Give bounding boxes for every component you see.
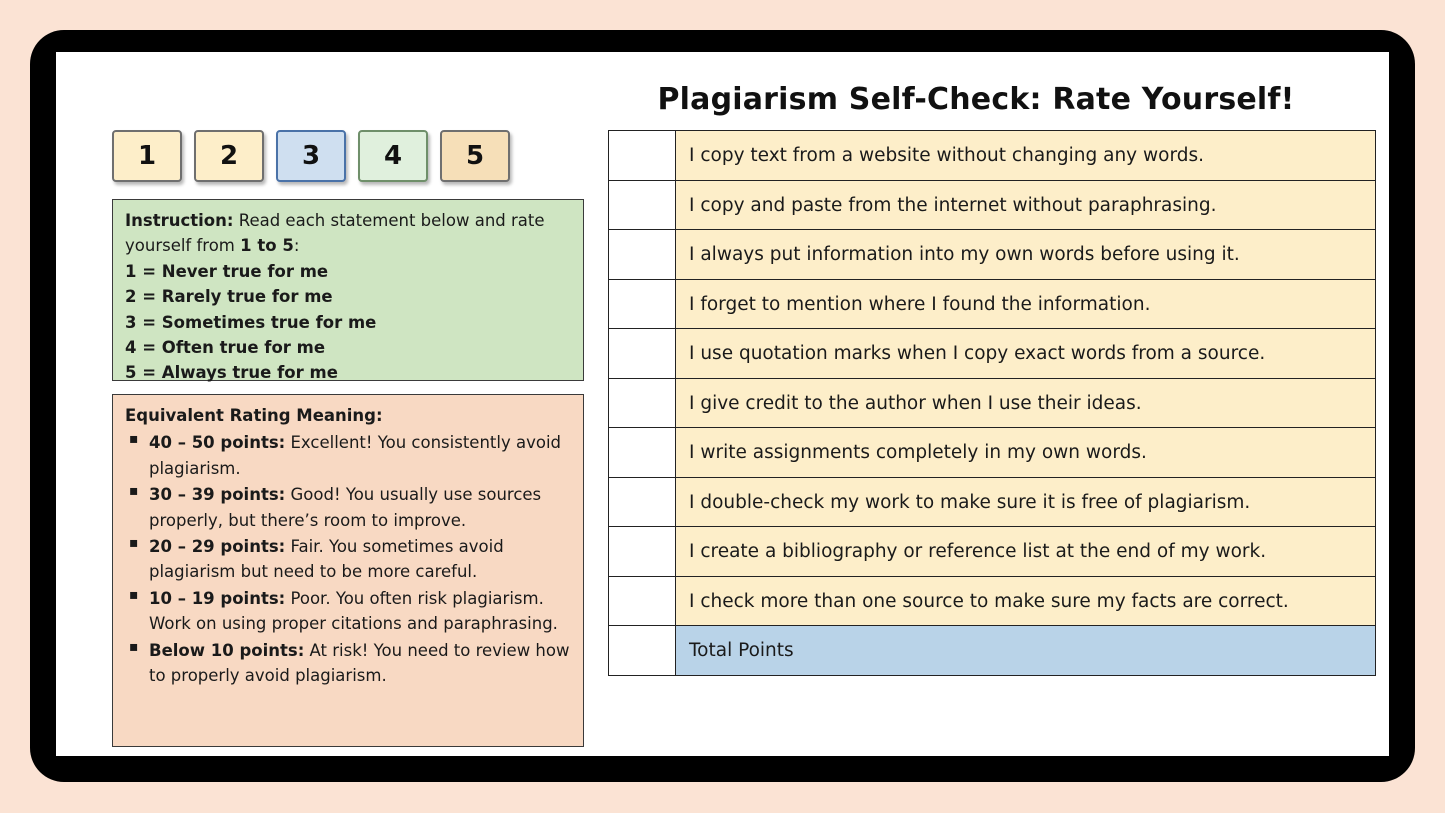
rating-meaning-panel (112, 394, 584, 747)
list-item (125, 430, 573, 481)
device-frame (30, 30, 1415, 782)
instruction-lead-label: Instruction: (125, 211, 234, 230)
instruction-lead-text: Read each statement below and rate yourself from (125, 211, 545, 256)
rating-range-5: Below 10 points: (149, 640, 305, 660)
rating-meaning-list (125, 430, 573, 688)
scale-line-5: 5 = Always true for me (125, 363, 338, 383)
rating-desc-1: Excellent! You consistently avoid plagiarism. (149, 433, 561, 478)
list-item (125, 482, 573, 533)
statement-text-10: I check more than one source to make sure my facts are correct. (676, 576, 1376, 627)
instruction-lead (125, 208, 573, 259)
score-input-4[interactable] (608, 279, 676, 330)
scale-line-2: 2 = Rarely true for me (125, 287, 333, 307)
list-item (125, 586, 573, 637)
page-title: Plagiarism Self-Check: Rate Yourself! (657, 82, 1295, 117)
rating-box-3[interactable]: 3 (276, 130, 346, 182)
scale-line-4: 4 = Often true for me (125, 338, 326, 358)
scale-line-1: 1 = Never true for me (125, 261, 329, 281)
statement-text-5: I use quotation marks when I copy exact words from a source. (676, 328, 1376, 379)
total-points-label: Total Points (676, 625, 1376, 676)
statement-text-1: I copy text from a website without changing any words. (676, 130, 1376, 181)
statement-text-7: I write assignments completely in my own words. (676, 427, 1376, 478)
score-input-7[interactable] (608, 427, 676, 478)
rating-desc-2: Good! You usually use sources properly, but there’s room to improve. (149, 485, 542, 530)
rating-range-3: 20 – 29 points: (149, 537, 286, 557)
score-input-5[interactable] (608, 328, 676, 379)
table-row (608, 130, 1376, 181)
list-item (125, 638, 573, 689)
statement-text-9: I create a bibliography or reference list at the end of my work. (676, 526, 1376, 577)
score-input-6[interactable] (608, 378, 676, 429)
rating-desc-4: Poor. You often risk plagiarism. Work on using proper citations and paraphrasing. (149, 588, 558, 634)
score-input-1[interactable] (608, 130, 676, 181)
table-row (608, 477, 1376, 528)
total-score-input[interactable] (608, 625, 676, 676)
rating-box-2[interactable]: 2 (194, 130, 264, 182)
statement-text-6: I give credit to the author when I use their ideas. (676, 378, 1376, 429)
instruction-range: 1 to 5 (240, 236, 294, 256)
score-input-9[interactable] (608, 526, 676, 577)
self-check-table (608, 130, 1376, 675)
score-input-10[interactable] (608, 576, 676, 627)
table-row (608, 229, 1376, 280)
rating-scale-boxes (112, 130, 510, 182)
list-item (125, 534, 573, 585)
instruction-panel (112, 199, 584, 381)
table-row (608, 576, 1376, 627)
score-input-3[interactable] (608, 229, 676, 280)
table-row (608, 427, 1376, 478)
instruction-lead-tail: : (293, 236, 300, 256)
table-row (608, 328, 1376, 379)
rating-range-4: 10 – 19 points: (149, 588, 286, 608)
table-row-total (608, 625, 1376, 676)
statement-text-8: I double-check my work to make sure it is free of plagiarism. (676, 477, 1376, 528)
worksheet-screen (56, 52, 1389, 756)
rating-range-1: 40 – 50 points: (149, 433, 286, 453)
rating-box-5[interactable]: 5 (440, 130, 510, 182)
statement-text-4: I forget to mention where I found the information. (676, 279, 1376, 330)
score-input-8[interactable] (608, 477, 676, 528)
rating-box-1[interactable]: 1 (112, 130, 182, 182)
table-row (608, 279, 1376, 330)
scale-line-3: 3 = Sometimes true for me (125, 312, 377, 332)
rating-box-4[interactable]: 4 (358, 130, 428, 182)
score-input-2[interactable] (608, 180, 676, 231)
statement-text-3: I always put information into my own words before using it. (676, 229, 1376, 280)
rating-desc-5: At risk! You need to review how to properly avoid plagiarism. (149, 640, 570, 686)
table-row (608, 526, 1376, 577)
rating-desc-3: Fair. You sometimes avoid plagiarism but need to be more careful. (149, 537, 504, 582)
table-row (608, 378, 1376, 429)
rating-range-2: 30 – 39 points: (149, 485, 286, 505)
table-row (608, 180, 1376, 231)
statement-text-2: I copy and paste from the internet without paraphrasing. (676, 180, 1376, 231)
rating-meaning-heading: Equivalent Rating Meaning: (125, 406, 383, 425)
